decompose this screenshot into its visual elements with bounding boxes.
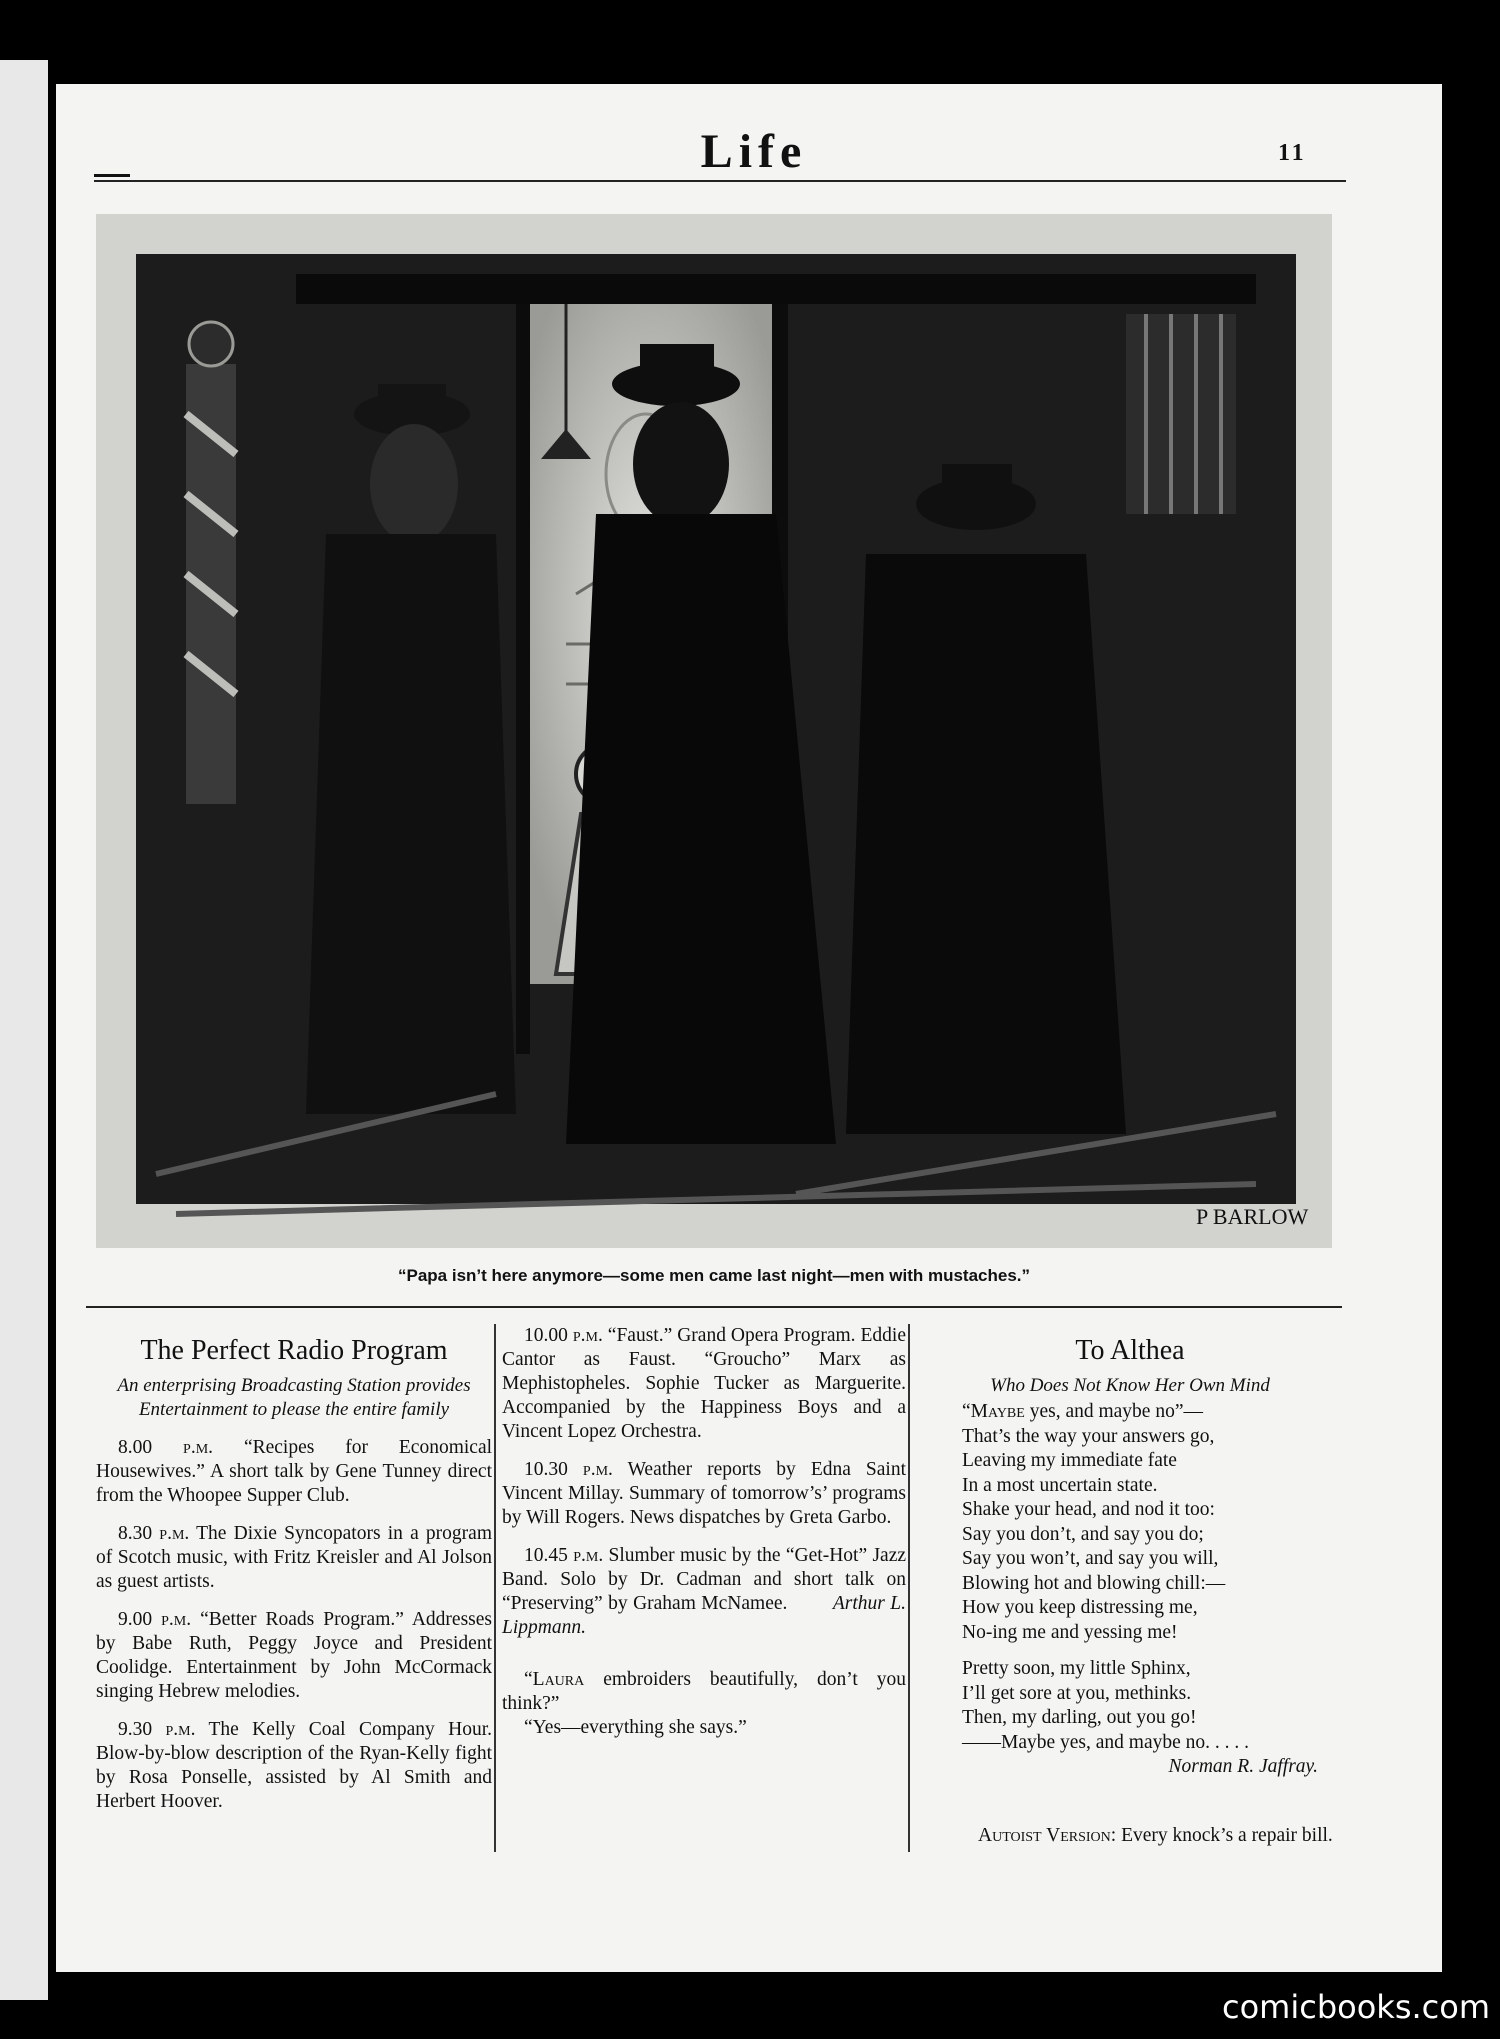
program-entry: [96, 1718, 492, 1814]
poem-line: How you keep distressing me,: [962, 1597, 1198, 1618]
poem-author: Norman R. Jaffray.: [1168, 1756, 1318, 1777]
program-text: Slumber music by the “Get-Hot” Jazz Band. Solo by Dr. Cadman and short talk on “Preserving” by Graham McNamee.: [502, 1545, 906, 1614]
poem-line: Blowing hot and blowing chill:—: [962, 1572, 1226, 1594]
program-time: 10.30 p.m.: [524, 1459, 613, 1480]
program-text: Weather reports by Edna Saint Vincent Millay. Summary of tomorrow’s’ programs by Will Rogers. News dispatches by Greta Garbo.: [502, 1459, 906, 1528]
cartoon-drawing: [96, 214, 1332, 1248]
poem-subtitle: Who Does Not Know Her Own Mind: [990, 1375, 1270, 1396]
poem-line: Leaving my immediate fate: [962, 1450, 1177, 1471]
adjacent-page-edge: [0, 60, 48, 2000]
program-text: The Kelly Coal Company Hour. Blow-by-blow description of the Ryan-Kelly fight by Rosa Ponselle, assisted by Al Smith and Herbert Hoover.: [96, 1719, 492, 1812]
program-entry: [502, 1324, 906, 1444]
program-text: “Faust.” Grand Opera Program. Eddie Cantor as Faust. “Groucho” Marx as Mephistopheles. Sophie Tucker as Marguerite. Accompanied by the Happiness Boys and a Vincent Lopez Orchestra.: [502, 1325, 906, 1442]
joke-laura-reply: “Yes—everything she says.”: [524, 1717, 747, 1738]
poem-line: Pretty soon, my little Sphinx,: [962, 1658, 1191, 1679]
article-subtitle: An enterprising Broadcasting Station provides Entertainment to please the entire family: [117, 1375, 471, 1420]
program-entry: [502, 1458, 906, 1530]
joke-text: Every knock’s a repair bill.: [1121, 1824, 1333, 1846]
column-divider: [494, 1324, 496, 1852]
program-text: The Dixie Syncopators in a program of Scotch music, with Fritz Kreisler and Al Jolson as guest artists.: [96, 1523, 492, 1592]
program-time: 8.30 p.m.: [118, 1523, 190, 1544]
program-time: 8.00 p.m.: [118, 1437, 214, 1458]
joke-lead: Laura: [532, 1669, 585, 1690]
poem-line: Say you won’t, and say you will,: [962, 1548, 1219, 1569]
poem-first-word: Maybe: [970, 1401, 1025, 1422]
section-rule: [86, 1306, 1342, 1308]
program-time: 9.00 p.m.: [118, 1609, 192, 1630]
program-entry: [96, 1522, 492, 1594]
masthead-ornament: [94, 174, 130, 177]
poem-line: No-ing me and yessing me!: [962, 1621, 1178, 1643]
poem-title: To Althea: [1075, 1335, 1185, 1366]
column-middle: [502, 1324, 906, 1754]
poem-line: [962, 1400, 1342, 1425]
masthead-rule: [94, 180, 1346, 182]
poem-first-rest: yes, and maybe no”—: [1029, 1401, 1203, 1422]
poem-line: That’s the way your answers go,: [962, 1425, 1215, 1447]
poem-line: Say you don’t, and say you do;: [962, 1523, 1204, 1545]
program-entry: [96, 1608, 492, 1704]
program-entry: [502, 1544, 906, 1640]
poem-body: [918, 1400, 1342, 1780]
joke-open-quote: “: [524, 1669, 533, 1690]
program-text: “Better Roads Program.” Addresses by Babe Ruth, Peggy Joyce and President Coolidge. Entertainment by John McCormack singing Hebrew melodies.: [96, 1609, 492, 1702]
column-left: [96, 1324, 492, 1814]
poem-line: Shake your head, and nod it too:: [962, 1499, 1215, 1520]
artist-signature: P BARLOW: [1196, 1204, 1309, 1229]
cartoon-caption: “Papa isn’t here anymore—some men came last night—men with mustaches.”: [397, 1266, 1031, 1285]
joke-laura: [502, 1668, 906, 1716]
poem-line: In a most uncertain state.: [962, 1474, 1158, 1496]
poem-open-quote: “: [962, 1401, 971, 1422]
poem-stanza: [962, 1657, 1342, 1780]
page-number: 11: [1278, 140, 1307, 166]
magazine-page: [56, 84, 1442, 1972]
article-byline: Arthur L. Lippmann.: [502, 1593, 906, 1638]
article-title: The Perfect Radio Program: [140, 1335, 448, 1366]
poem-line: Then, my darling, out you go!: [962, 1707, 1197, 1728]
column-divider: [908, 1324, 910, 1852]
poem-stanza: [962, 1400, 1342, 1645]
site-watermark: comicbooks.com: [1221, 1988, 1490, 2026]
poem-line: I’ll get sore at you, methinks.: [962, 1682, 1192, 1704]
program-time: 9.30 p.m.: [118, 1719, 196, 1740]
masthead-title: Life: [700, 125, 808, 178]
poem-line: ——Maybe yes, and maybe no. . . . .: [962, 1731, 1250, 1753]
joke-autoist: [918, 1824, 1342, 1848]
program-text: “Recipes for Economical Housewives.” A short talk by Gene Tunney direct from the Whoopee Supper Club.: [96, 1437, 493, 1506]
program-entry: [96, 1436, 492, 1508]
joke-lead: Autoist Version:: [978, 1824, 1117, 1846]
column-right: [918, 1324, 1342, 1862]
cartoon-illustration: [96, 214, 1332, 1248]
program-time: 10.00 p.m.: [524, 1325, 603, 1346]
program-time: 10.45 p.m.: [524, 1545, 604, 1566]
joke-line: embroiders beautifully, don’t you think?”: [502, 1669, 906, 1714]
